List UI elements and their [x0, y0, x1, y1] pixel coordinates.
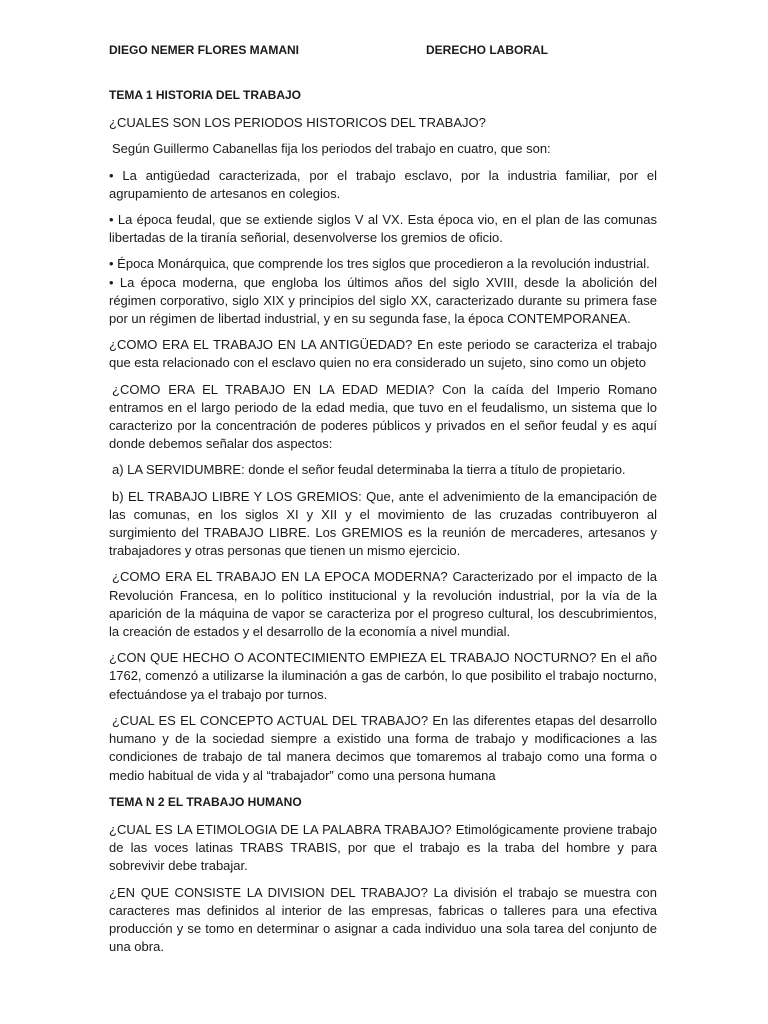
bullet-feudal: • La época feudal, que se extiende siglos V al VX. Esta época vio, en el plan de las comunas libertadas de la tiranía señorial, desenvolverse los gremios de oficio.	[109, 212, 657, 246]
document-body	[109, 86, 657, 964]
bullet-antiguedad: • La antigüedad caracterizada, por el trabajo esclavo, por la industria familiar, por el agrupamiento de artesanos en colegios.	[109, 167, 657, 201]
paragraph-concepto: ¿CUAL ES EL CONCEPTO ACTUAL DEL TRABAJO? En las diferentes etapas del desarrollo humano y de la sociedad siempre a existido una forma de trabajo y modificaciones a las condiciones de trabajo de tal manera decimos que tomaremos al trabajo como una forma o medio habitual de vida y al “trabajador” como una persona humana	[109, 712, 657, 783]
paragraph-antiguedad: ¿COMO ERA EL TRABAJO EN LA ANTIGÜEDAD? En este periodo se caracteriza el trabajo que esta relacionado con el esclavo quien no era considerado un sujeto, sino como un objeto	[109, 337, 657, 371]
paragraph-epoca-moderna: ¿COMO ERA EL TRABAJO EN LA EPOCA MODERNA? Caracterizado por el impacto de la Revolución Francesa, en lo político instituciona​l y la revolución industrial, por la vía de la aparición de la máquina de vapor se caracteriza por el progreso cultural, los descubrimientos, la creación de estados y el desarrollo de la economía a nivel mundial.	[109, 569, 657, 640]
paragraph-gremios: b) EL TRABAJO LIBRE Y LOS GREMIOS: Que, ante el advenimiento de la emancipación de las comunas, en los siglos XI y XII y el movimiento de las cruzadas contribuyeron al surgimiento del TRABAJO LIBRE. Los GREMIOS es la reunión de mercaderes, artesanos y trabajadores y otras personas que tienen un mismo ejercicio.	[109, 488, 657, 559]
tema2-title: TEMA N 2 EL TRABAJO HUMANO	[109, 794, 302, 809]
author-name: DIEGO NEMER FLORES MAMANI	[109, 43, 300, 57]
paragraph-servidumbre: a) LA SERVIDUMBRE: donde el señor feudal determinaba la tierra a título de propietario.	[112, 462, 626, 478]
paragraph-division: ¿EN QUE CONSISTE LA DIVISION DEL TRABAJO? La división el trabajo se muestra con caracteres mas definidos al interior de las empresas, fabricas o talleres para una efectiva producción y se tomo en determinar o asignar a cada individuo una sola tarea del conjunto de una obra.	[109, 884, 657, 955]
paragraph-edad-media: ¿COMO ERA EL TRABAJO EN LA EDAD MEDIA? Con la caída del Imperio Romano entramos en el largo periodo de la edad media, que tuvo en el feudalismo, un sistema que lo caracterizo por la concentración de poderes públicos y privados en el señor feudal y es aquí donde debemos señalar dos aspectos:	[109, 381, 657, 452]
tema1-title: TEMA 1 HISTORIA DEL TRABAJO	[109, 88, 302, 102]
bullet-monarquica: • Época Monárquica, que comprende los tres siglos que procedieron a la revolución industrial.	[109, 256, 650, 272]
question-periodos: ¿CUALES SON LOS PERIODOS HISTORICOS DEL TRABAJO?	[109, 115, 486, 131]
page-header	[109, 43, 548, 57]
course-name: DERECHO LABORAL	[426, 43, 548, 57]
paragraph-cabanellas: Según Guillermo Cabanellas fija los periodos del trabajo en cuatro, que son:	[112, 141, 551, 157]
paragraph-etimologia: ¿CUAL ES LA ETIMOLOGIA DE LA PALABRA TRABAJO? Etimológicamente proviene trabajo de las voces latinas TRABS TRABIS, por que el trabajo es la traba del hombre y para sobrevivir debe trabajar.	[109, 821, 657, 874]
bullet-moderna: • La época moderna, que engloba los últimos años del siglo XVIII, desde la abolición del régimen corporativo, siglo XIX y principios del siglo XX, caracterizado durante su primera fase por un régimen de libertad industrial, y en su segunda fase, la época CONTEMPORANEA.	[109, 274, 657, 327]
paragraph-nocturno: ¿CON QUE HECHO O ACONTECIMIENTO EMPIEZA EL TRABAJO NOCTURNO? En el año 1762, comenzó a utilizarse la iluminación a gas de carbón, lo que posibilito el trabajo nocturno, efectuándose ya el trabajo por turnos.	[109, 650, 657, 702]
